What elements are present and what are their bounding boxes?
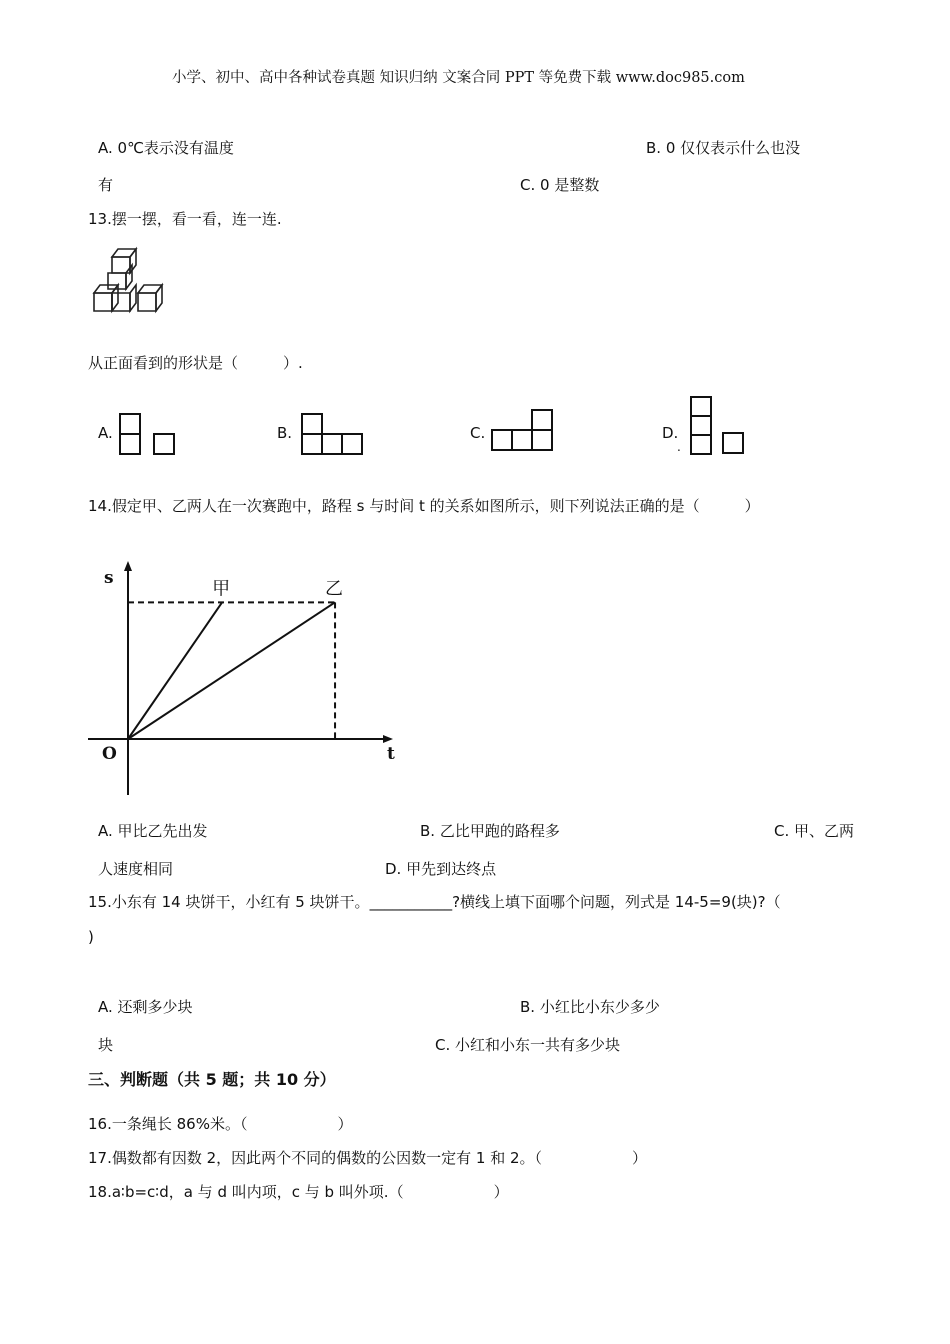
- q15-close-paren: ): [88, 928, 94, 946]
- q12-option-c[interactable]: C. 0 是整数: [520, 176, 600, 194]
- y-axis-arrow: [124, 561, 132, 571]
- q13-option-d-label[interactable]: D.: [662, 424, 679, 442]
- q12-option-b[interactable]: B. 0 仅仅表示什么也没: [646, 139, 801, 157]
- q14-option-a[interactable]: A. 甲比乙先出发: [98, 822, 208, 840]
- q15-option-c[interactable]: C. 小红和小东一共有多少块: [435, 1036, 621, 1054]
- q13-question: 从正面看到的形状是（ ）.: [88, 354, 303, 372]
- x-axis-arrow: [383, 735, 393, 743]
- chart-axes: [88, 561, 393, 795]
- section-title: 三、判断题（共 5 题；共 10 分）: [88, 1070, 336, 1089]
- page-header: 小学、初中、高中各种试卷真题 知识归纳 文案合同 PPT 等免费下载 www.doc985.com: [172, 70, 745, 86]
- q12-option-a[interactable]: A. 0℃表示没有温度: [98, 139, 234, 157]
- q15-option-b[interactable]: B. 小红比小东少多少: [520, 998, 660, 1016]
- q14-stem: 14.假定甲、乙两人在一次赛跑中，路程 s 与时间 t 的关系如图所示，则下列说法正确的是（ ）: [88, 497, 760, 515]
- q14-option-d[interactable]: D. 甲先到达终点: [385, 860, 497, 878]
- q14-option-b[interactable]: B. 乙比甲跑的路程多: [420, 822, 560, 840]
- series-line-1: [128, 602, 222, 739]
- q15-option-a[interactable]: A. 还剩多少块: [98, 998, 193, 1016]
- q14-option-c[interactable]: C. 甲、乙两: [774, 822, 855, 840]
- distance-time-chart: [80, 555, 410, 800]
- q15-stem-after: ?横线上填下面哪个问题，列式是 14-5=9(块)?（: [452, 893, 781, 911]
- q15-blank: ___________: [369, 893, 453, 911]
- q13-option-b-figure[interactable]: [300, 412, 364, 457]
- q13-option-a-label[interactable]: A.: [98, 424, 113, 442]
- q13-option-d-dot: .: [677, 440, 681, 454]
- x-axis-label: t: [387, 744, 395, 764]
- chart-labels: [102, 568, 395, 764]
- q15-option-b-continued: 块: [98, 1036, 114, 1054]
- q13-option-a-figure[interactable]: [118, 412, 178, 457]
- y-axis-label: s: [104, 568, 114, 588]
- series-label-2: 乙: [325, 578, 344, 600]
- q18: 18.a∶b=c∶d，a 与 d 叫内项，c 与 b 叫外项.（ ）: [88, 1183, 509, 1201]
- q15-stem: [88, 891, 781, 912]
- q12-option-b-continued: 有: [98, 176, 114, 194]
- q16: 16.一条绳长 86%米。（ ）: [88, 1115, 353, 1133]
- series-label-1: 甲: [212, 578, 231, 600]
- q13-option-b-label[interactable]: B.: [277, 424, 293, 442]
- origin-label: O: [102, 744, 117, 764]
- chart-series-lines: [128, 602, 335, 739]
- series-line-2: [128, 602, 335, 739]
- q15-stem-before: 15.小东有 14 块饼干，小红有 5 块饼干。: [88, 893, 370, 911]
- q13-stem: 13.摆一摆，看一看，连一连.: [88, 210, 282, 228]
- q14-option-c-continued: 人速度相同: [98, 860, 174, 878]
- q13-option-c-label[interactable]: C.: [470, 424, 486, 442]
- cube-stack-illustration: [90, 243, 170, 318]
- q13-option-d-figure[interactable]: [689, 395, 749, 457]
- q13-option-c-figure[interactable]: [490, 408, 556, 454]
- q17: 17.偶数都有因数 2，因此两个不同的偶数的公因数一定有 1 和 2。（ ）: [88, 1149, 648, 1167]
